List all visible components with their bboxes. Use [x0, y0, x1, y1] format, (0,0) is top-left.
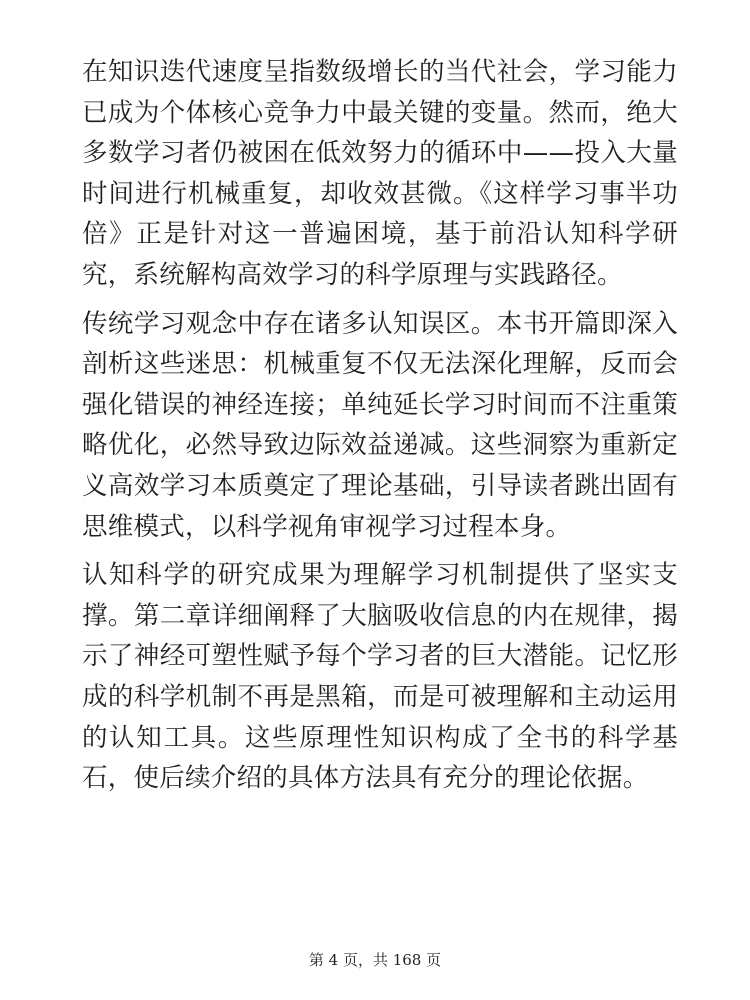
- body-text: [82, 52, 678, 807]
- paragraph-2: 传统学习观念中存在诸多认知误区。本书开篇即深入剖析这些迷思：机械重复不仅无法深化理解，反而会强化错误的神经连接；单纯延长学习时间而不注重策略优化，必然导致边际效益递减。这些洞察为重新定义高效学习本质奠定了理论基础，引导读者跳出固有思维模式，以科学视角审视学习过程本身。: [82, 308, 678, 542]
- paragraph-3: 认知科学的研究成果为理解学习机制提供了坚实支撑。第二章详细阐释了大脑吸收信息的内在规律，揭示了神经可塑性赋予每个学习者的巨大潜能。记忆形成的科学机制不再是黑箱，而是可被理解和主动运用的认知工具。这些原理性知识构成了全书的科学基石，使后续介绍的具体方法具有充分的理论依据。: [82, 560, 678, 794]
- page-number-footer: 第 4 页，共 168 页: [308, 951, 442, 969]
- paragraph-1: 在知识迭代速度呈指数级增长的当代社会，学习能力已成为个体核心竞争力中最关键的变量。然而，绝大多数学习者仍被困在低效努力的循环中——投入大量时间进行机械重复，却收效甚微。《这样学习事半功倍》正是针对这一普遍困境，基于前沿认知科学研究，系统解构高效学习的科学原理与实践路径。: [82, 57, 678, 290]
